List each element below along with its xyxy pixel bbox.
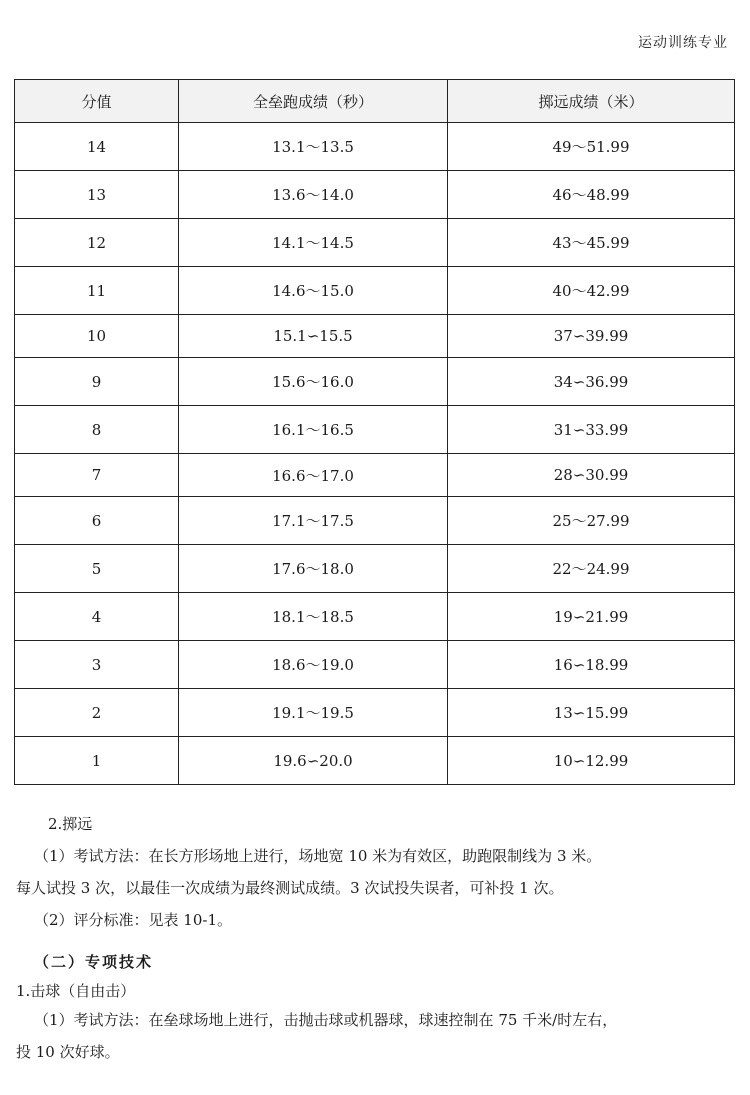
item2-title: 2.掷远: [48, 815, 93, 833]
cell-score: 10: [15, 315, 179, 358]
cell-score: 1: [15, 737, 179, 785]
cell-score: 8: [15, 406, 179, 454]
cell-score: 6: [15, 497, 179, 545]
table-row: [15, 497, 735, 545]
table-row: [15, 267, 735, 315]
table-row: [15, 315, 735, 358]
section2-title: （二）专项技术: [34, 953, 154, 971]
cell-throw: 43～45.99: [448, 219, 735, 267]
cell-throw: 46～48.99: [448, 171, 735, 219]
cell-run: 18.1～18.5: [179, 593, 448, 641]
item1-method-line1: （1）考试方法：在垒球场地上进行，击抛击球或机器球，球速控制在 75 千米/时左右，: [34, 1011, 618, 1029]
cell-score: 12: [15, 219, 179, 267]
header-run: 全垒跑成绩（秒）: [179, 80, 448, 123]
cell-run: 14.1～14.5: [179, 219, 448, 267]
cell-score: 7: [15, 454, 179, 497]
cell-throw: 10∽12.99: [448, 737, 735, 785]
cell-score: 4: [15, 593, 179, 641]
cell-run: 16.6～17.0: [179, 454, 448, 497]
cell-throw: 19∽21.99: [448, 593, 735, 641]
table-row: [15, 123, 735, 171]
cell-score: 3: [15, 641, 179, 689]
cell-run: 17.1～17.5: [179, 497, 448, 545]
cell-throw: 40～42.99: [448, 267, 735, 315]
cell-run: 17.6～18.0: [179, 545, 448, 593]
cell-run: 13.6～14.0: [179, 171, 448, 219]
table-row: [15, 454, 735, 497]
cell-score: 5: [15, 545, 179, 593]
score-table: [14, 79, 735, 785]
table-row: [15, 545, 735, 593]
header-throw: 掷远成绩（米）: [448, 80, 735, 123]
section-two: [16, 946, 730, 1068]
table-row: [15, 737, 735, 785]
table-row: [15, 406, 735, 454]
table-header-row: [15, 80, 735, 123]
table-row: [15, 358, 735, 406]
cell-run: 14.6～15.0: [179, 267, 448, 315]
cell-score: 9: [15, 358, 179, 406]
item2-method-line2: 每人试投 3 次，以最佳一次成绩为最终测试成绩。3 次试投失误者，可补投 1 次。: [16, 879, 564, 897]
cell-run: 16.1～16.5: [179, 406, 448, 454]
cell-score: 13: [15, 171, 179, 219]
cell-score: 2: [15, 689, 179, 737]
page-header-label: 运动训练专业: [638, 35, 728, 51]
item1-title: 1.击球（自由击）: [16, 982, 136, 1000]
cell-score: 14: [15, 123, 179, 171]
cell-run: 19.6∽20.0: [179, 737, 448, 785]
cell-throw: 28∽30.99: [448, 454, 735, 497]
cell-throw: 25～27.99: [448, 497, 735, 545]
table-row: [15, 219, 735, 267]
cell-throw: 22～24.99: [448, 545, 735, 593]
cell-run: 15.1∽15.5: [179, 315, 448, 358]
item2-method-line1: （1）考试方法：在长方形场地上进行，场地宽 10 米为有效区，助跑限制线为 3 米。: [34, 847, 602, 865]
cell-throw: 49～51.99: [448, 123, 735, 171]
table-row: [15, 171, 735, 219]
cell-run: 18.6～19.0: [179, 641, 448, 689]
table-row: [15, 593, 735, 641]
table-row: [15, 689, 735, 737]
cell-run: 13.1～13.5: [179, 123, 448, 171]
body-text: [16, 808, 730, 936]
item2-scoring: （2）评分标准：见表 10-1。: [34, 911, 233, 929]
cell-score: 11: [15, 267, 179, 315]
cell-throw: 13∽15.99: [448, 689, 735, 737]
cell-run: 19.1～19.5: [179, 689, 448, 737]
cell-throw: 37∽39.99: [448, 315, 735, 358]
header-score: 分值: [15, 80, 179, 123]
cell-throw: 31∽33.99: [448, 406, 735, 454]
item1-method-line2: 投 10 次好球。: [16, 1043, 120, 1061]
cell-run: 15.6～16.0: [179, 358, 448, 406]
table-row: [15, 641, 735, 689]
cell-throw: 34∽36.99: [448, 358, 735, 406]
cell-throw: 16∽18.99: [448, 641, 735, 689]
